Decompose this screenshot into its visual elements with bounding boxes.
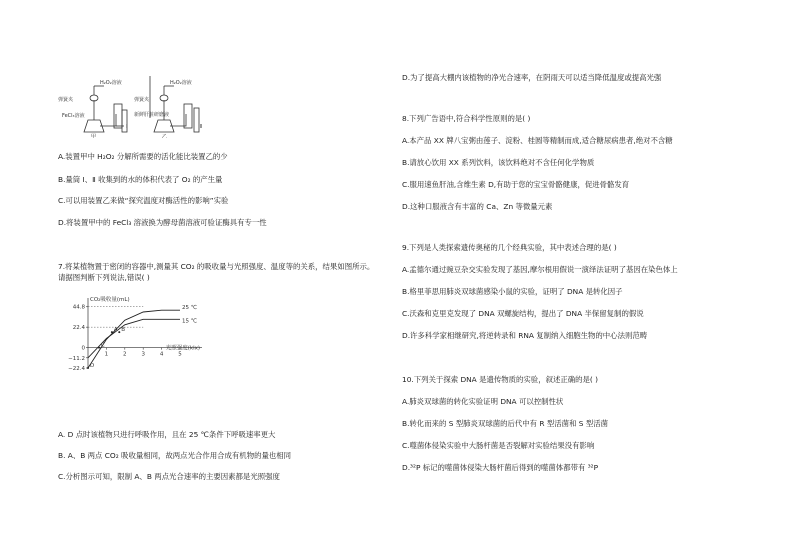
h2o2-label-1: H₂O₂溶液: [100, 80, 122, 86]
series-label-1: 15 ℃: [182, 318, 197, 325]
q7-stem-line1: 7.将某植物置于密闭的容器中,测量其 CO₂ 的吸收量与光照强度、温度等的关系，结果如图所示。: [58, 262, 375, 271]
liver-label: 新鲜肝脏研磨液: [134, 112, 170, 118]
label-II: Ⅱ: [200, 124, 203, 130]
q8-option-a: A.本产品 XX 牌八宝粥由莲子、淀粉、桂圆等精制而成,适合糖尿病患者,绝对不含糖: [402, 136, 673, 145]
label-I: Ⅰ: [126, 124, 128, 130]
y-tick-label: 0: [81, 345, 85, 352]
point-label-D: D: [90, 363, 95, 369]
x-tick-label: 1: [104, 351, 109, 358]
point-B: [118, 331, 120, 333]
x-axis-label: 光照强度(klx): [165, 345, 200, 352]
q9-option-a: A.孟德尔通过豌豆杂交实验发现了基因,摩尔根用假说一演绎法证明了基因在染色体上: [402, 265, 678, 274]
q9-stem: 9.下列是人类探索遗传奥秘的几个经典实验，其中表述合理的是( ): [402, 243, 617, 252]
x-tick-label: 2: [123, 351, 127, 358]
q7-option-d: D.为了提高大棚内该植物的净光合速率，在阴雨天可以适当降低温度或提高光强: [402, 73, 662, 82]
fecl3-label: FeCl₃溶液: [62, 113, 85, 119]
q7-option-c: C.分析图示可知，限制 A、B 两点光合速率的主要因素都是光照强度: [58, 472, 280, 481]
q7-option-a: A. D 点时该植物只进行呼吸作用，且在 25 ℃条件下呼吸速率更大: [58, 430, 276, 439]
kettle-label-1: 弹簧夹: [58, 97, 74, 103]
point-D: [87, 367, 89, 369]
x-tick-label: 5: [178, 351, 182, 358]
series-line-1: [88, 319, 180, 358]
q8-option-d: D.这种口服液含有丰富的 Ca、Zn 等微量元素: [402, 202, 553, 211]
q8-option-c: C.服用速鱼肝油,含维生素 D,有助于您的宝宝骨骼健康，促进骨骼发育: [402, 180, 630, 189]
q6-option-a: A.装置甲中 H₂O₂ 分解所需要的活化能比装置乙的少: [58, 152, 228, 161]
x-tick-label: 3: [141, 351, 145, 358]
point-A: [111, 331, 113, 333]
point-label-A: A: [113, 327, 118, 334]
q10-option-b: B.转化而来的 S 型肺炎双球菌的后代中有 R 型活菌和 S 型活菌: [402, 419, 609, 428]
q10-stem: 10.下列关于探索 DNA 是遗传物质的实验，叙述正确的是( ): [402, 375, 599, 384]
co2-chart: [58, 292, 218, 372]
label-yi: 乙: [162, 134, 168, 138]
y-tick-label: 22.4: [72, 325, 85, 332]
q10-option-a: A.肺炎双球菌的转化实验证明 DNA 可以控制性状: [402, 397, 564, 406]
q10-option-c: C.噬菌体侵染实验中大肠杆菌是否裂解对实验结果没有影响: [402, 441, 595, 450]
h2o2-label-2: H₂O₂溶液: [170, 80, 192, 86]
q9-option-d: D.许多科学家相继研究,将逆转录和 RNA 复制纳入细胞生物的中心法则范畴: [402, 331, 648, 340]
q6-option-d: D.将装置甲中的 FeCl₃ 溶液换为酵母菌溶液可验证酶具有专一性: [58, 218, 267, 227]
point-C: [98, 347, 100, 349]
q7-stem-line2: 请据图判断下列说法,错误( ): [58, 273, 150, 282]
q10-option-d: D.³²P 标记的噬菌体侵染大肠杆菌后得到的噬菌体都带有 ³²P: [402, 463, 599, 472]
y-tick-label: −11.2: [68, 355, 85, 362]
q9-option-c: C.沃森和克里克发现了 DNA 双螺旋结构，提出了 DNA 半保留复制的假说: [402, 309, 644, 318]
apparatus-drawing: [58, 70, 218, 138]
q7-option-b: B. A、B 两点 CO₂ 吸收量相同，故两点光合作用合成有机物的量也相同: [58, 451, 292, 460]
point-label-C: C: [101, 342, 105, 349]
apparatus-figure: [58, 70, 218, 138]
series-label-0: 25 ℃: [182, 305, 197, 312]
q8-stem: 8.下列广告语中,符合科学性原则的是( ): [402, 114, 531, 123]
q9-option-b: B.格里菲思用肺炎双球菌感染小鼠的实验，证明了 DNA 是转化因子: [402, 287, 623, 296]
point-label-B: B: [121, 327, 126, 334]
x-tick-label: 4: [159, 351, 164, 358]
kettle-label-2: 弹簧夹: [134, 97, 150, 103]
co2-chart-svg: [58, 292, 218, 372]
q6-option-b: B.量筒 Ⅰ、Ⅱ 收集到的水的体积代表了 O₂ 的产生量: [58, 175, 223, 184]
y-tick-label: −22.4: [68, 366, 85, 372]
label-jia: 甲: [91, 134, 97, 138]
q6-option-c: C.可以用装置乙来做“探究温度对酶活性的影响”实验: [58, 196, 229, 205]
q8-option-b: B.请放心饮用 XX 系列饮料，该饮料绝对不含任何化学物质: [402, 158, 595, 167]
y-tick-label: 44.8: [72, 304, 85, 311]
y-axis-label: CO₂吸收量(mL): [90, 297, 130, 303]
